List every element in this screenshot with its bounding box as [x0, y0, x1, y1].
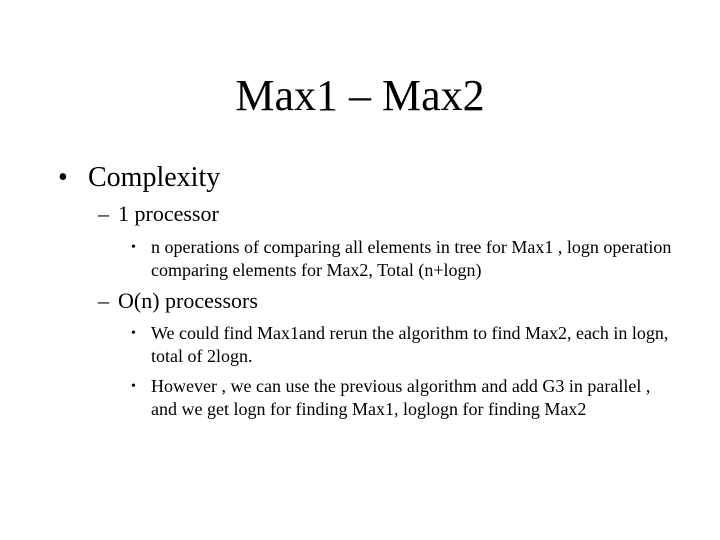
bullet-marker: •: [131, 326, 136, 341]
detail-bullet-however: [133, 375, 673, 421]
bullet-marker: •: [58, 162, 68, 193]
detail-bullet-1-processor: [133, 236, 673, 282]
dash-marker: –: [98, 288, 109, 313]
bullet-marker: •: [131, 240, 136, 255]
bullet-text: Complexity: [88, 162, 221, 193]
sub-bullet-text: O(n) processors: [118, 288, 258, 313]
detail-bullet-text: We could find Max1and rerun the algorithm to find Max2, each in logn, total of 2logn.: [151, 323, 669, 366]
detail-bullet-text: However , we can use the previous algorithm and add G3 in parallel , and we get logn for finding Max1, loglogn for finding Max2: [151, 376, 651, 419]
slide-title: Max1 – Max2: [235, 71, 485, 120]
detail-bullet-rerun: [133, 322, 673, 368]
dash-marker: –: [98, 201, 109, 226]
bullet-marker: •: [131, 379, 136, 394]
sub-bullet-text: 1 processor: [118, 201, 219, 226]
detail-bullet-text: n operations of comparing all elements in tree for Max1 , logn operation comparing elements for Max2, Total (n+logn): [151, 237, 672, 280]
